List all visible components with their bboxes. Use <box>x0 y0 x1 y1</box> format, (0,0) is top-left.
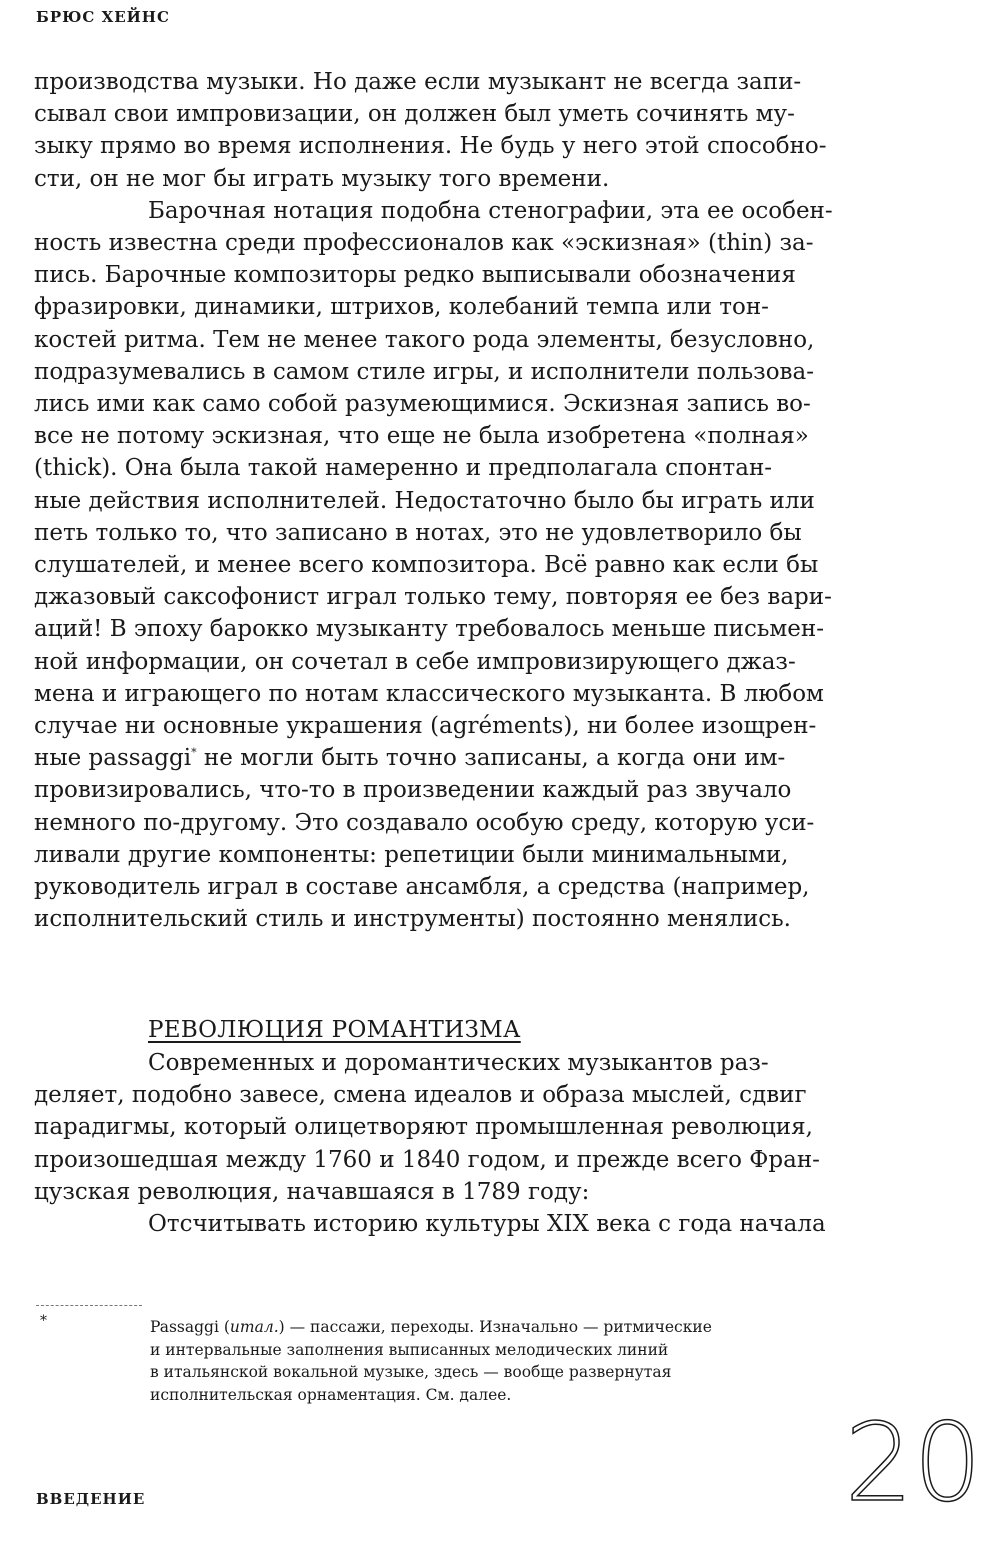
footnote-rule <box>36 1305 142 1306</box>
text-line: исполнительский стиль и инструменты) постоянно менялись. <box>34 906 791 933</box>
section-heading: РЕВОЛЮЦИЯ РОМАНТИЗМА <box>148 1017 521 1043</box>
footnote-ref: * <box>191 746 197 760</box>
running-foot: ВВЕДЕНИЕ <box>36 1490 146 1508</box>
footnote-line: исполнительская орнаментация. См. далее. <box>150 1385 512 1404</box>
text-line: цузская революция, начавшаяся в 1789 году: <box>34 1178 590 1205</box>
text-line: петь только то, что записано в нотах, это не удовлетворило бы <box>34 519 802 546</box>
text-line: производства музыки. Но даже если музыкант не всегда запи- <box>34 69 802 95</box>
text-line: слушателей, и менее всего композитора. Всё равно как если бы <box>34 552 819 579</box>
footnote-line: и интервальные заполнения выписанных мелодических линий <box>150 1340 669 1359</box>
footnote-line: Passaggi (итал.) — пассажи, переходы. Изначально — ритмические <box>150 1318 712 1336</box>
text-line: мена и играющего по нотам классического музыканта. В любом <box>34 680 824 707</box>
text-line: сти, он не мог бы играть музыку того времени. <box>34 165 610 192</box>
section-text <box>34 1047 864 1240</box>
footnote <box>150 1316 870 1406</box>
text-line: руководитель играл в составе ансамбля, а средства (например, <box>34 874 810 901</box>
text-line: случае ни основные украшения (agréments), ни более изощрен- <box>34 713 817 740</box>
text-line: Современных и доромантических музыкантов раз- <box>148 1050 769 1076</box>
text-line: ной информации, он сочетал в себе импровизирующего джаз- <box>34 648 796 675</box>
text-line <box>34 742 864 774</box>
text-line: Барочная нотация подобна стенографии, эта ее особен- <box>148 197 833 224</box>
text-line: провизировались, что-то в произведении каждый раз звучало <box>34 777 792 804</box>
running-head: БРЮС ХЕЙНС <box>36 8 170 26</box>
text-line: фразировки, динамики, штрихов, колебаний темпа или тон- <box>34 294 769 321</box>
text-line: подразумевались в самом стиле игры, и исполнители пользова- <box>34 358 814 385</box>
footnote-mark: * <box>40 1313 47 1329</box>
footnote-line: в итальянской вокальной музыке, здесь — вообще развернутая <box>150 1363 672 1381</box>
text-line: парадигмы, который олицетворяют промышленная революция, <box>34 1114 813 1141</box>
footnote-line-rest: ) — пассажи, переходы. Изначально — ритмические <box>278 1318 712 1336</box>
text-line: аций! В эпоху барокко музыканту требовалось меньше письмен- <box>34 616 825 643</box>
text-fragment: не могли быть точно записаны, а когда они им- <box>196 745 786 772</box>
text-line: ные действия исполнителей. Недостаточно было бы играть или <box>34 487 815 514</box>
page-number: 20 <box>844 1401 982 1526</box>
text-line: зыку прямо во время исполнения. Не будь у него этой способно- <box>34 133 827 160</box>
text-line: немного по-другому. Это создавало особую среду, которую уси- <box>34 809 815 836</box>
footnote-lang: итал. <box>229 1318 279 1336</box>
text-line: пись. Барочные композиторы редко выписывали обозначения <box>34 262 796 289</box>
text-line: сывал свои импровизации, он должен был уметь сочинять му- <box>34 101 795 128</box>
text-fragment: ные passaggi <box>34 745 192 772</box>
footnote-term: Passaggi <box>150 1318 219 1336</box>
text-line: (thick). Она была такой намеренно и предполагала спонтан- <box>34 455 773 482</box>
text-line: деляет, подобно завесе, смена идеалов и образа мыслей, сдвиг <box>34 1082 807 1109</box>
text-line: Отсчитывать историю культуры XIX века с года начала <box>148 1211 826 1238</box>
body-text <box>34 66 864 935</box>
text-line: джазовый саксофонист играл только тему, повторяя ее без вари- <box>34 584 832 611</box>
text-line: ность известна среди профессионалов как «эскизная» (thin) за- <box>34 230 814 257</box>
text-line: ливали другие компоненты: репетиции были минимальными, <box>34 841 789 868</box>
text-line: лись ими как само собой разумеющимися. Эскизная запись во- <box>34 391 811 418</box>
text-line: произошедшая между 1760 и 1840 годом, и прежде всего Фран- <box>34 1146 820 1173</box>
text-line: костей ритма. Тем не менее такого рода элементы, безусловно, <box>34 326 815 353</box>
text-line: все не потому эскизная, что еще не была изобретена «полная» <box>34 423 809 450</box>
